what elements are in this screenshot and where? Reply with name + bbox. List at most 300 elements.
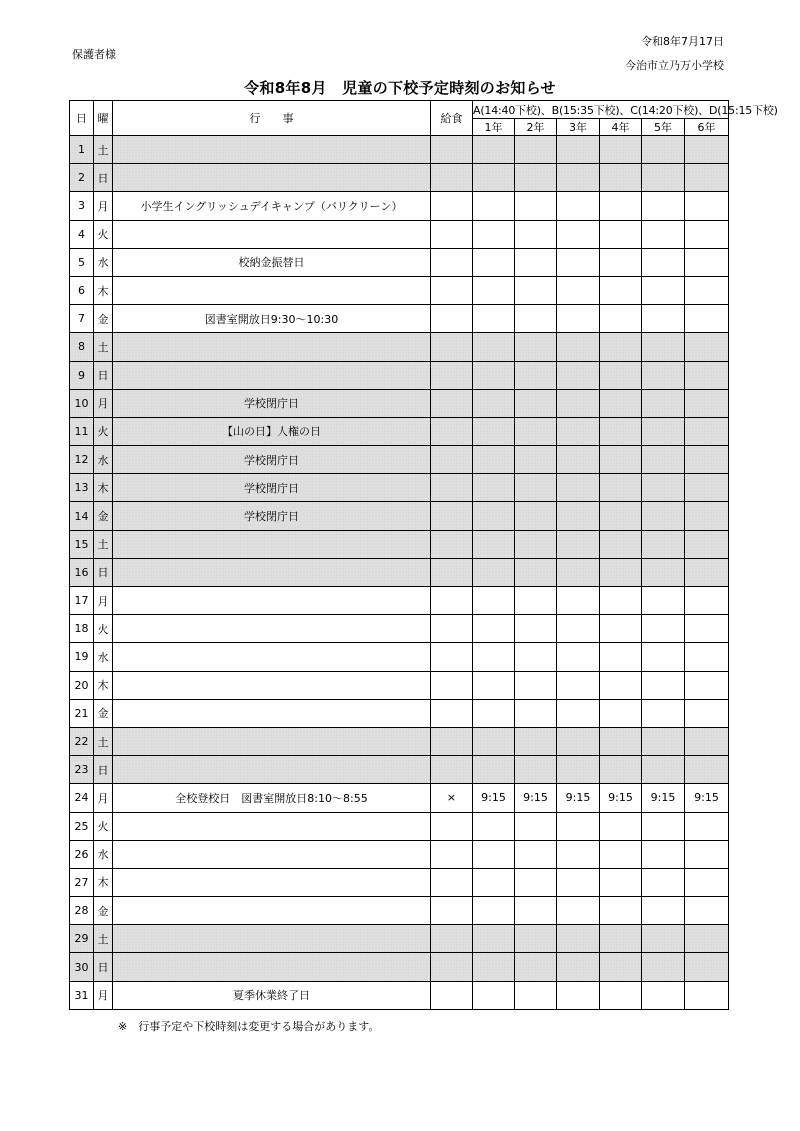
departure-cell-grade-5 (642, 164, 685, 192)
table-row (70, 474, 729, 502)
departure-cell-grade-4 (600, 671, 642, 699)
table-row (70, 248, 729, 276)
event-cell (113, 558, 431, 586)
event-cell: 小学生イングリッシュデイキャンプ（バリクリーン） (113, 192, 431, 220)
event-cell: 学校閉庁日 (113, 446, 431, 474)
weekday-cell: 火 (94, 220, 113, 248)
departure-cell-grade-2 (515, 671, 557, 699)
lunch-cell (431, 558, 473, 586)
departure-cell-grade-1 (473, 699, 515, 727)
departure-cell-grade-6 (685, 615, 729, 643)
departure-cell-grade-6: 9:15 (685, 784, 729, 812)
departure-cell-grade-5 (642, 671, 685, 699)
departure-cell-grade-4 (600, 446, 642, 474)
table-row (70, 784, 729, 812)
departure-cell-grade-4 (600, 643, 642, 671)
departure-cell-grade-5 (642, 587, 685, 615)
departure-cell-grade-3 (557, 587, 600, 615)
lunch-cell (431, 671, 473, 699)
departure-cell-grade-6 (685, 897, 729, 925)
departure-cell-grade-6 (685, 530, 729, 558)
departure-cell-grade-6 (685, 474, 729, 502)
lunch-cell (431, 953, 473, 981)
departure-cell-grade-6 (685, 389, 729, 417)
header-grade-5: 5年 (642, 119, 685, 136)
departure-cell-grade-5 (642, 868, 685, 896)
day-cell: 11 (70, 417, 94, 445)
departure-cell-grade-5 (642, 756, 685, 784)
schedule-body (70, 136, 729, 1010)
weekday-cell: 土 (94, 333, 113, 361)
departure-cell-grade-3 (557, 558, 600, 586)
day-cell: 27 (70, 868, 94, 896)
lunch-cell (431, 812, 473, 840)
lunch-cell (431, 868, 473, 896)
departure-cell-grade-1: 9:15 (473, 784, 515, 812)
table-row (70, 276, 729, 304)
departure-cell-grade-2 (515, 220, 557, 248)
departure-cell-grade-3 (557, 671, 600, 699)
departure-cell-grade-5 (642, 248, 685, 276)
departure-cell-grade-2 (515, 192, 557, 220)
table-row (70, 925, 729, 953)
lunch-cell: × (431, 784, 473, 812)
departure-cell-grade-6 (685, 727, 729, 755)
departure-cell-grade-5 (642, 615, 685, 643)
departure-cell-grade-5 (642, 643, 685, 671)
event-cell (113, 840, 431, 868)
weekday-cell: 月 (94, 389, 113, 417)
weekday-cell: 火 (94, 417, 113, 445)
footer-note: ※ 行事予定や下校時刻は変更する場合があります。 (118, 1020, 380, 1033)
departure-cell-grade-1 (473, 643, 515, 671)
departure-cell-grade-5 (642, 389, 685, 417)
departure-cell-grade-1 (473, 136, 515, 164)
departure-cell-grade-6 (685, 446, 729, 474)
lunch-cell (431, 530, 473, 558)
departure-cell-grade-4 (600, 164, 642, 192)
event-cell (113, 220, 431, 248)
departure-cell-grade-2 (515, 305, 557, 333)
weekday-cell: 火 (94, 615, 113, 643)
day-cell: 26 (70, 840, 94, 868)
departure-cell-grade-5 (642, 897, 685, 925)
table-row (70, 417, 729, 445)
departure-cell-grade-4 (600, 699, 642, 727)
header-event: 行 事 (113, 101, 431, 136)
departure-cell-grade-1 (473, 446, 515, 474)
day-cell: 5 (70, 248, 94, 276)
departure-cell-grade-1 (473, 474, 515, 502)
table-row (70, 192, 729, 220)
weekday-cell: 木 (94, 671, 113, 699)
school-name: 今治市立乃万小学校 (625, 59, 724, 72)
event-cell (113, 699, 431, 727)
departure-cell-grade-5 (642, 446, 685, 474)
header-grade-2: 2年 (515, 119, 557, 136)
departure-cell-grade-5 (642, 699, 685, 727)
departure-cell-grade-4 (600, 897, 642, 925)
day-cell: 6 (70, 276, 94, 304)
departure-cell-grade-2 (515, 840, 557, 868)
departure-cell-grade-2 (515, 276, 557, 304)
departure-cell-grade-6 (685, 699, 729, 727)
departure-cell-grade-6 (685, 192, 729, 220)
header-grade-3: 3年 (557, 119, 600, 136)
departure-cell-grade-2 (515, 248, 557, 276)
departure-cell-grade-2 (515, 587, 557, 615)
departure-cell-grade-6 (685, 558, 729, 586)
day-cell: 31 (70, 981, 94, 1009)
table-row (70, 868, 729, 896)
page-title: 令和8年8月 児童の下校予定時刻のお知らせ (244, 79, 556, 97)
schedule-table (69, 100, 778, 1010)
departure-cell-grade-3 (557, 727, 600, 755)
lunch-cell (431, 587, 473, 615)
departure-cell-grade-3 (557, 530, 600, 558)
day-cell: 8 (70, 333, 94, 361)
departure-cell-grade-2 (515, 361, 557, 389)
departure-cell-grade-5 (642, 305, 685, 333)
lunch-cell (431, 220, 473, 248)
day-cell: 10 (70, 389, 94, 417)
departure-cell-grade-6 (685, 333, 729, 361)
departure-cell-grade-2 (515, 953, 557, 981)
departure-cell-grade-5 (642, 220, 685, 248)
day-cell: 13 (70, 474, 94, 502)
departure-cell-grade-2 (515, 756, 557, 784)
day-cell: 29 (70, 925, 94, 953)
departure-cell-grade-1 (473, 756, 515, 784)
departure-cell-grade-1 (473, 530, 515, 558)
departure-cell-grade-4 (600, 136, 642, 164)
departure-cell-grade-1 (473, 305, 515, 333)
weekday-cell: 土 (94, 136, 113, 164)
departure-cell-grade-2 (515, 446, 557, 474)
lunch-cell (431, 389, 473, 417)
departure-cell-grade-5 (642, 192, 685, 220)
event-cell (113, 756, 431, 784)
day-cell: 30 (70, 953, 94, 981)
weekday-cell: 月 (94, 192, 113, 220)
departure-cell-grade-5 (642, 474, 685, 502)
departure-cell-grade-4 (600, 474, 642, 502)
departure-cell-grade-3 (557, 305, 600, 333)
departure-cell-grade-6 (685, 220, 729, 248)
event-cell: 学校閉庁日 (113, 389, 431, 417)
departure-cell-grade-6 (685, 276, 729, 304)
departure-cell-grade-3 (557, 276, 600, 304)
table-row (70, 305, 729, 333)
weekday-cell: 木 (94, 276, 113, 304)
departure-cell-grade-6 (685, 812, 729, 840)
lunch-cell (431, 502, 473, 530)
departure-cell-grade-2 (515, 897, 557, 925)
departure-cell-grade-3 (557, 361, 600, 389)
departure-cell-grade-3 (557, 925, 600, 953)
departure-cell-grade-4 (600, 361, 642, 389)
departure-cell-grade-6 (685, 925, 729, 953)
table-row (70, 643, 729, 671)
departure-cell-grade-6 (685, 981, 729, 1009)
lunch-cell (431, 305, 473, 333)
departure-cell-grade-3 (557, 981, 600, 1009)
event-cell (113, 333, 431, 361)
header-departure-legend: A(14:40下校)、B(15:35下校)、C(14:20下校)、D(15:15下校) (473, 101, 729, 119)
day-cell: 18 (70, 615, 94, 643)
weekday-cell: 火 (94, 812, 113, 840)
departure-cell-grade-1 (473, 502, 515, 530)
departure-cell-grade-2 (515, 615, 557, 643)
weekday-cell: 日 (94, 756, 113, 784)
lunch-cell (431, 333, 473, 361)
day-cell: 7 (70, 305, 94, 333)
departure-cell-grade-2 (515, 136, 557, 164)
departure-cell-grade-3 (557, 220, 600, 248)
departure-cell-grade-6 (685, 643, 729, 671)
day-cell: 2 (70, 164, 94, 192)
table-row (70, 699, 729, 727)
event-cell (113, 587, 431, 615)
departure-cell-grade-2 (515, 333, 557, 361)
table-row (70, 615, 729, 643)
departure-cell-grade-1 (473, 587, 515, 615)
event-cell: 校納金振替日 (113, 248, 431, 276)
weekday-cell: 土 (94, 925, 113, 953)
departure-cell-grade-3 (557, 248, 600, 276)
event-cell: 【山の日】人権の日 (113, 417, 431, 445)
lunch-cell (431, 248, 473, 276)
event-cell: 図書室開放日9:30～10:30 (113, 305, 431, 333)
departure-cell-grade-4 (600, 276, 642, 304)
departure-cell-grade-1 (473, 615, 515, 643)
day-cell: 20 (70, 671, 94, 699)
departure-cell-grade-3 (557, 333, 600, 361)
table-row (70, 220, 729, 248)
departure-cell-grade-4 (600, 925, 642, 953)
departure-cell-grade-4 (600, 248, 642, 276)
weekday-cell: 土 (94, 530, 113, 558)
day-cell: 1 (70, 136, 94, 164)
day-cell: 12 (70, 446, 94, 474)
departure-cell-grade-1 (473, 868, 515, 896)
departure-cell-grade-2 (515, 389, 557, 417)
departure-cell-grade-1 (473, 333, 515, 361)
departure-cell-grade-6 (685, 840, 729, 868)
lunch-cell (431, 361, 473, 389)
departure-cell-grade-6 (685, 587, 729, 615)
departure-cell-grade-6 (685, 868, 729, 896)
event-cell (113, 671, 431, 699)
departure-cell-grade-3 (557, 756, 600, 784)
table-row (70, 558, 729, 586)
departure-cell-grade-1 (473, 164, 515, 192)
departure-cell-grade-3 (557, 868, 600, 896)
weekday-cell: 木 (94, 474, 113, 502)
table-row (70, 361, 729, 389)
day-cell: 16 (70, 558, 94, 586)
departure-cell-grade-5 (642, 530, 685, 558)
departure-cell-grade-3 (557, 446, 600, 474)
table-row (70, 727, 729, 755)
event-cell (113, 868, 431, 896)
departure-cell-grade-4 (600, 220, 642, 248)
departure-cell-grade-1 (473, 840, 515, 868)
table-row (70, 587, 729, 615)
day-cell: 3 (70, 192, 94, 220)
departure-cell-grade-1 (473, 727, 515, 755)
departure-cell-grade-4 (600, 981, 642, 1009)
departure-cell-grade-3 (557, 615, 600, 643)
departure-cell-grade-6 (685, 248, 729, 276)
departure-cell-grade-2 (515, 699, 557, 727)
departure-cell-grade-3 (557, 474, 600, 502)
departure-cell-grade-4 (600, 756, 642, 784)
departure-cell-grade-1 (473, 925, 515, 953)
departure-cell-grade-4 (600, 417, 642, 445)
lunch-cell (431, 699, 473, 727)
lunch-cell (431, 643, 473, 671)
departure-cell-grade-5 (642, 812, 685, 840)
departure-cell-grade-4 (600, 389, 642, 417)
departure-cell-grade-5 (642, 953, 685, 981)
departure-cell-grade-3 (557, 812, 600, 840)
departure-cell-grade-2 (515, 812, 557, 840)
departure-cell-grade-2 (515, 417, 557, 445)
departure-cell-grade-6 (685, 756, 729, 784)
event-cell (113, 953, 431, 981)
departure-cell-grade-4 (600, 953, 642, 981)
table-row (70, 333, 729, 361)
event-cell: 夏季休業終了日 (113, 981, 431, 1009)
day-cell: 9 (70, 361, 94, 389)
table-row (70, 389, 729, 417)
day-cell: 23 (70, 756, 94, 784)
departure-cell-grade-1 (473, 981, 515, 1009)
weekday-cell: 金 (94, 502, 113, 530)
departure-cell-grade-1 (473, 389, 515, 417)
lunch-cell (431, 164, 473, 192)
departure-cell-grade-4 (600, 192, 642, 220)
departure-cell-grade-3 (557, 164, 600, 192)
lunch-cell (431, 727, 473, 755)
event-cell (113, 136, 431, 164)
weekday-cell: 月 (94, 587, 113, 615)
departure-cell-grade-2 (515, 981, 557, 1009)
departure-cell-grade-1 (473, 671, 515, 699)
table-row (70, 953, 729, 981)
header-day: 日 (70, 101, 94, 136)
departure-cell-grade-4 (600, 587, 642, 615)
event-cell (113, 164, 431, 192)
departure-cell-grade-4: 9:15 (600, 784, 642, 812)
departure-cell-grade-3 (557, 897, 600, 925)
lunch-cell (431, 474, 473, 502)
departure-cell-grade-4 (600, 530, 642, 558)
table-row (70, 756, 729, 784)
table-row (70, 840, 729, 868)
day-cell: 14 (70, 502, 94, 530)
weekday-cell: 水 (94, 643, 113, 671)
event-cell (113, 530, 431, 558)
departure-cell-grade-2 (515, 925, 557, 953)
day-cell: 19 (70, 643, 94, 671)
departure-cell-grade-5 (642, 361, 685, 389)
departure-cell-grade-2: 9:15 (515, 784, 557, 812)
departure-cell-grade-5 (642, 727, 685, 755)
departure-cell-grade-5 (642, 925, 685, 953)
lunch-cell (431, 136, 473, 164)
event-cell (113, 897, 431, 925)
departure-cell-grade-5 (642, 333, 685, 361)
table-row (70, 897, 729, 925)
departure-cell-grade-3 (557, 389, 600, 417)
departure-cell-grade-3 (557, 502, 600, 530)
weekday-cell: 月 (94, 981, 113, 1009)
departure-cell-grade-1 (473, 248, 515, 276)
departure-cell-grade-2 (515, 164, 557, 192)
departure-cell-grade-3 (557, 136, 600, 164)
departure-cell-grade-4 (600, 727, 642, 755)
lunch-cell (431, 981, 473, 1009)
event-cell: 学校閉庁日 (113, 502, 431, 530)
departure-cell-grade-2 (515, 643, 557, 671)
event-cell (113, 727, 431, 755)
day-cell: 4 (70, 220, 94, 248)
departure-cell-grade-4 (600, 615, 642, 643)
event-cell (113, 361, 431, 389)
departure-cell-grade-1 (473, 953, 515, 981)
departure-cell-grade-2 (515, 868, 557, 896)
event-cell (113, 643, 431, 671)
departure-cell-grade-1 (473, 276, 515, 304)
day-cell: 17 (70, 587, 94, 615)
lunch-cell (431, 925, 473, 953)
weekday-cell: 日 (94, 361, 113, 389)
departure-cell-grade-5 (642, 981, 685, 1009)
lunch-cell (431, 446, 473, 474)
event-cell (113, 925, 431, 953)
departure-cell-grade-5 (642, 558, 685, 586)
departure-cell-grade-4 (600, 502, 642, 530)
day-cell: 15 (70, 530, 94, 558)
departure-cell-grade-2 (515, 474, 557, 502)
departure-cell-grade-3 (557, 417, 600, 445)
departure-cell-grade-6 (685, 502, 729, 530)
lunch-cell (431, 897, 473, 925)
departure-cell-grade-4 (600, 333, 642, 361)
header-weekday: 曜 (94, 101, 113, 136)
departure-cell-grade-1 (473, 812, 515, 840)
departure-cell-grade-3 (557, 699, 600, 727)
weekday-cell: 木 (94, 868, 113, 896)
departure-cell-grade-1 (473, 192, 515, 220)
lunch-cell (431, 840, 473, 868)
weekday-cell: 月 (94, 784, 113, 812)
departure-cell-grade-3: 9:15 (557, 784, 600, 812)
day-cell: 21 (70, 699, 94, 727)
header-grade-4: 4年 (600, 119, 642, 136)
departure-cell-grade-3 (557, 840, 600, 868)
departure-cell-grade-5 (642, 136, 685, 164)
recipient: 保護者様 (72, 48, 116, 61)
departure-cell-grade-5: 9:15 (642, 784, 685, 812)
day-cell: 25 (70, 812, 94, 840)
departure-cell-grade-1 (473, 558, 515, 586)
departure-cell-grade-3 (557, 192, 600, 220)
departure-cell-grade-6 (685, 953, 729, 981)
weekday-cell: 日 (94, 953, 113, 981)
